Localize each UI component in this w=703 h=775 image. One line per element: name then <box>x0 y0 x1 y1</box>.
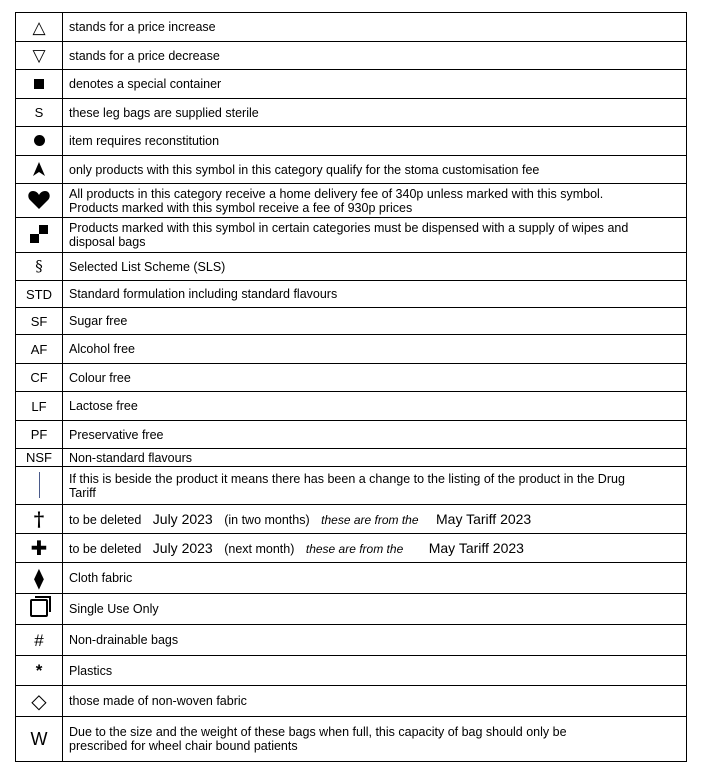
deletion-tariff: May Tariff 2023 <box>436 510 532 527</box>
legend-description-line: Tariff <box>69 485 96 500</box>
legend-symbol-cell <box>16 127 63 156</box>
legend-symbol-cell <box>16 99 63 127</box>
legend-symbol-cell <box>16 563 63 594</box>
legend-symbol-cell <box>16 467 63 505</box>
legend-symbol-cell <box>16 13 63 42</box>
legend-description: those made of non-woven fabric <box>63 686 687 717</box>
legend-symbol-cell <box>16 218 63 253</box>
deletion-note: these are from the <box>321 512 419 527</box>
vertical-line-icon <box>39 472 40 498</box>
legend-row-std <box>16 281 687 308</box>
legend-description <box>63 467 687 505</box>
legend-row-af <box>16 335 687 364</box>
symbols-legend-table <box>15 12 687 762</box>
deletion-month: July 2023 <box>152 539 213 556</box>
legend-row-nsf <box>16 449 687 467</box>
checker-squares-icon <box>30 225 48 243</box>
legend-row-sls <box>16 253 687 281</box>
legend-description: these leg bags are supplied sterile <box>63 99 687 127</box>
legend-symbol-cell <box>16 70 63 99</box>
deletion-note: these are from the <box>305 541 404 556</box>
legend-row-lf <box>16 392 687 421</box>
legend-row-tariff-change <box>16 467 687 505</box>
legend-description: Preservative free <box>63 421 687 449</box>
legend-symbol-cell: STD <box>16 281 63 308</box>
legend-symbol-cell <box>16 717 63 762</box>
single-use-icon <box>30 599 48 617</box>
legend-row-non-drainable <box>16 625 687 656</box>
legend-row-deleted-next-month <box>16 534 687 563</box>
legend-description: only products with this symbol in this category qualify for the stoma customisation fee <box>63 156 687 184</box>
legend-symbol-cell: SF <box>16 308 63 335</box>
legend-description: Non-drainable bags <box>63 625 687 656</box>
legend-row-sterile <box>16 99 687 127</box>
legend-description: denotes a special container <box>63 70 687 99</box>
hash-icon: # <box>34 630 44 650</box>
legend-row-reconstitution <box>16 127 687 156</box>
legend-description <box>63 534 687 563</box>
legend-description-line: Due to the size and the weight of these bags when full, this capacity of bag should only be <box>69 725 567 739</box>
heart-icon <box>28 190 50 210</box>
legend-symbol-cell <box>16 686 63 717</box>
triangle-down-icon: ▽ <box>32 46 46 65</box>
legend-symbol-cell: LF <box>16 392 63 421</box>
legend-row-wipes-disposal <box>16 218 687 253</box>
filled-square-icon <box>34 79 44 89</box>
legend-row-wheelchair <box>16 717 687 762</box>
sterile-s-symbol: S <box>34 105 44 120</box>
deletion-tariff: May Tariff 2023 <box>428 539 524 556</box>
legend-description: stands for a price increase <box>63 13 687 42</box>
deletion-period: (next month) <box>224 541 295 556</box>
section-sign-icon: § <box>35 257 43 275</box>
legend-description: Cloth fabric <box>63 563 687 594</box>
legend-description: Single Use Only <box>63 594 687 625</box>
triangle-up-icon: △ <box>32 17 46 37</box>
legend-symbol-cell <box>16 253 63 281</box>
deletion-month: July 2023 <box>152 510 213 527</box>
legend-description: Lactose free <box>63 392 687 421</box>
legend-description-line: disposal bags <box>69 235 146 249</box>
legend-description <box>63 218 687 253</box>
legend-symbol-cell: NSF <box>16 449 63 467</box>
legend-row-pf <box>16 421 687 449</box>
legend-row-cloth-fabric <box>16 563 687 594</box>
legend-description: Alcohol free <box>63 335 687 364</box>
legend-description-line: If this is beside the product it means there has been a change to the listing of the product in the Drug <box>69 471 625 486</box>
legend-description: stands for a price decrease <box>63 42 687 70</box>
outline-diamond-icon: ◇ <box>31 689 47 713</box>
legend-symbol-cell: CF <box>16 364 63 392</box>
legend-row-cf <box>16 364 687 392</box>
legend-row-plastics <box>16 656 687 686</box>
arrowhead-up-icon <box>32 162 46 176</box>
deletion-prefix: to be deleted <box>69 541 142 556</box>
legend-description <box>63 505 687 534</box>
legend-description-line: Products marked with this symbol in certain categories must be dispensed with a supply of wipes and <box>69 221 629 235</box>
legend-symbol-cell <box>16 505 63 534</box>
legend-description-line: Products marked with this symbol receive a fee of 930p prices <box>69 200 413 215</box>
legend-description-line: All products in this category receive a home delivery fee of 340p unless marked with this symbol. <box>69 186 604 201</box>
legend-description: item requires reconstitution <box>63 127 687 156</box>
legend-description: Selected List Scheme (SLS) <box>63 253 687 281</box>
filled-diamond-icon: ⧫ <box>34 566 44 590</box>
asterisk-icon: * <box>35 661 43 680</box>
legend-symbol-cell <box>16 184 63 218</box>
legend-description <box>63 717 687 762</box>
legend-symbol-cell <box>16 594 63 625</box>
legend-description <box>63 184 687 218</box>
filled-circle-icon <box>34 135 45 146</box>
legend-row-stoma-fee <box>16 156 687 184</box>
deletion-prefix: to be deleted <box>69 512 142 527</box>
legend-row-non-woven <box>16 686 687 717</box>
dagger-icon: † <box>33 507 45 531</box>
legend-symbol-cell: AF <box>16 335 63 364</box>
legend-row-single-use <box>16 594 687 625</box>
legend-description: Standard formulation including standard flavours <box>63 281 687 308</box>
legend-row-home-delivery <box>16 184 687 218</box>
legend-symbol-cell <box>16 156 63 184</box>
legend-row-special-container <box>16 70 687 99</box>
legend-row-sf <box>16 308 687 335</box>
legend-description-line: prescribed for wheel chair bound patients <box>69 739 298 753</box>
legend-row-price-decrease <box>16 42 687 70</box>
legend-description: Non-standard flavours <box>63 449 687 467</box>
legend-symbol-cell <box>16 656 63 686</box>
deletion-period: (in two months) <box>224 512 310 527</box>
legend-symbol-cell <box>16 534 63 563</box>
wheelchair-w-symbol: W <box>30 729 48 749</box>
legend-row-deleted-two-months <box>16 505 687 534</box>
legend-symbol-cell <box>16 625 63 656</box>
legend-symbol-cell: PF <box>16 421 63 449</box>
legend-description: Plastics <box>63 656 687 686</box>
legend-description: Sugar free <box>63 308 687 335</box>
legend-description: Colour free <box>63 364 687 392</box>
plus-icon: ✚ <box>30 536 48 560</box>
legend-symbol-cell <box>16 42 63 70</box>
legend-row-price-increase <box>16 13 687 42</box>
